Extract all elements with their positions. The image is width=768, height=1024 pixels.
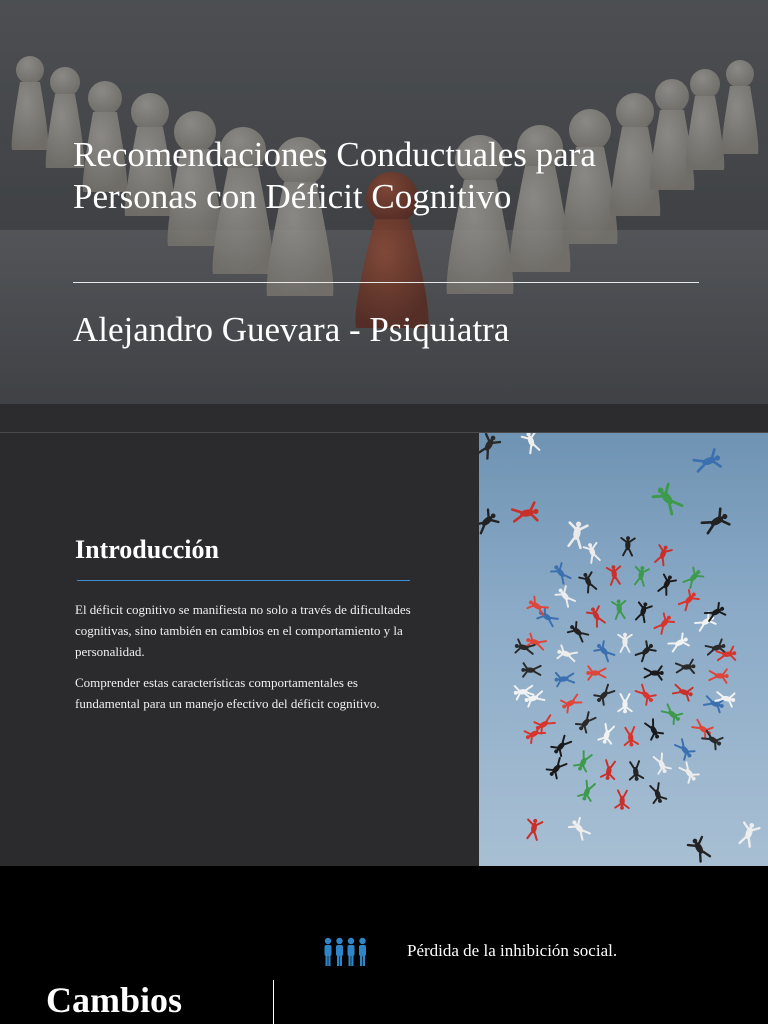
- introduction-slide: [0, 433, 768, 866]
- title-line-1: Recomendaciones Conductuales para: [73, 135, 596, 174]
- skydivers-formation-image: [479, 433, 768, 866]
- title-divider: [73, 282, 699, 283]
- author-name: Alejandro Guevara - Psiquiatra: [73, 310, 510, 349]
- change-item-social-inhibition: Pérdida de la inhibición social.: [407, 941, 618, 960]
- intro-heading-underline: [77, 580, 410, 581]
- skydivers-photo: [479, 433, 768, 866]
- intro-heading: Introducción: [75, 535, 219, 564]
- intro-paragraph-2: Comprender estas características comportamentales es fundamental para un manejo efectivo del déficit cognitivo.: [75, 675, 380, 711]
- title-line-2: Personas con Déficit Cognitivo: [73, 177, 512, 216]
- changes-slide: [0, 866, 768, 1024]
- changes-heading: Cambios: [46, 980, 183, 1020]
- changes-divider: [273, 980, 274, 1024]
- people-group-icon: [322, 936, 368, 968]
- intro-body: [75, 599, 420, 724]
- title-slide: [0, 0, 768, 404]
- intro-paragraph-1: El déficit cognitivo se manifiesta no solo a través de dificultades cognitivas, sino también en cambios en el comportamiento y la personalidad.: [75, 602, 411, 659]
- slide-gap: [0, 404, 768, 433]
- presentation-title: [73, 134, 713, 218]
